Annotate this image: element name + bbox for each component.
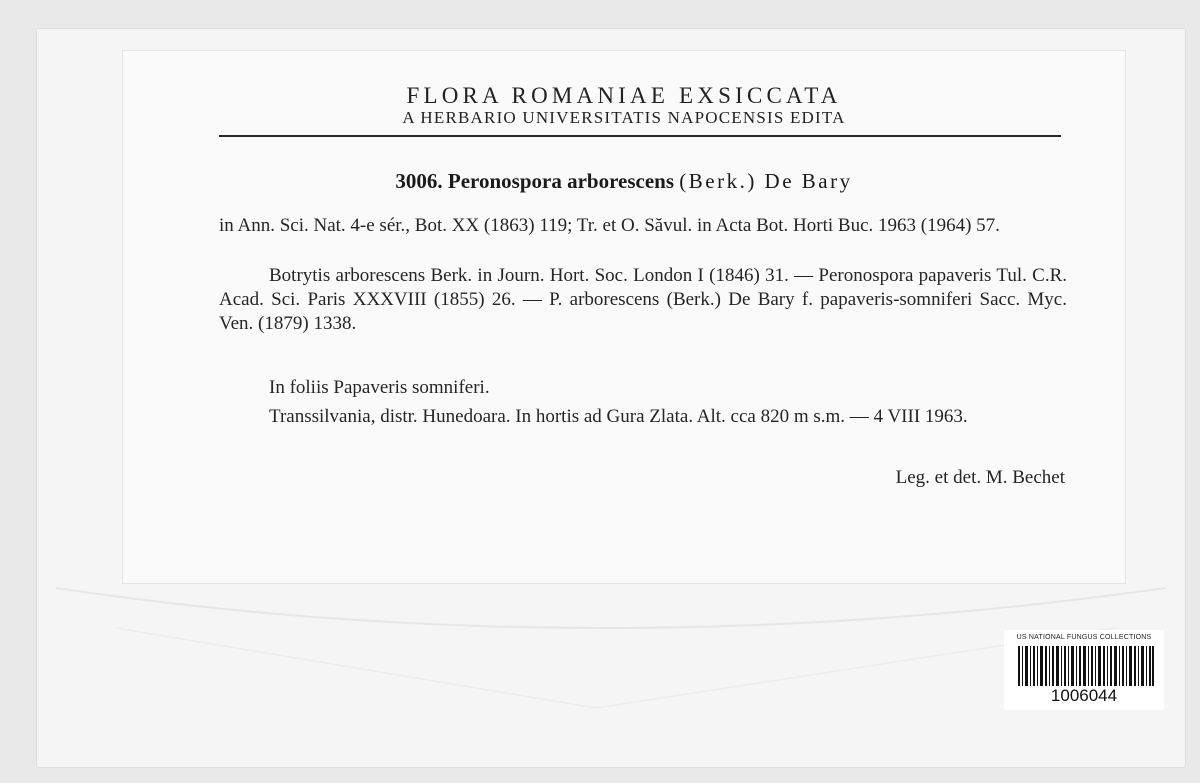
species-author: (Berk.) De Bary — [679, 169, 853, 193]
locality-text: Transsilvania, distr. Hunedoara. In hortis ad Gura Zlata. Alt. cca 820 m s.m. — 4 VIII 1963. — [269, 406, 968, 427]
barcode-sticker — [1004, 630, 1164, 710]
host-paragraph — [219, 376, 1067, 400]
header-divider — [219, 135, 1061, 137]
barcode-number: 1006044 — [1050, 686, 1118, 705]
barcode-icon — [1018, 646, 1154, 686]
host-text: In foliis Papaveris somniferi. — [269, 377, 490, 398]
collector-line: Leg. et det. M. Bechet — [895, 467, 1065, 488]
synonymy-paragraph — [219, 264, 1067, 336]
species-number-name: 3006. Peronospora arborescens — [395, 169, 674, 193]
locality-paragraph — [219, 405, 1067, 429]
collection-title: FLORA ROMANIAE EXSICCATA — [406, 83, 842, 108]
reference-text: in Ann. Sci. Nat. 4-e sér., Bot. XX (1863) 119; Tr. et O. Săvul. in Acta Bot. Horti Buc. 1963 (1964) 57. — [219, 215, 1000, 236]
reference-paragraph — [219, 214, 1067, 238]
collection-subtitle: A HERBARIO UNIVERSITATIS NAPOCENSIS EDITA — [402, 108, 846, 127]
barcode-caption: US NATIONAL FUNGUS COLLECTIONS — [1016, 634, 1152, 641]
specimen-label — [122, 50, 1126, 584]
species-heading — [123, 169, 1125, 194]
synonymy-text: Botrytis arborescens Berk. in Journ. Hort. Soc. London I (1846) 31. — Peronospora papaveris Tul. C.R. Acad. Sci. Paris XXXVIII (1855) 26. — P. arborescens (Berk.) De Bary f. papaveris-somniferi Sacc. Myc. Ven. (1879) 1338. — [219, 265, 1067, 334]
